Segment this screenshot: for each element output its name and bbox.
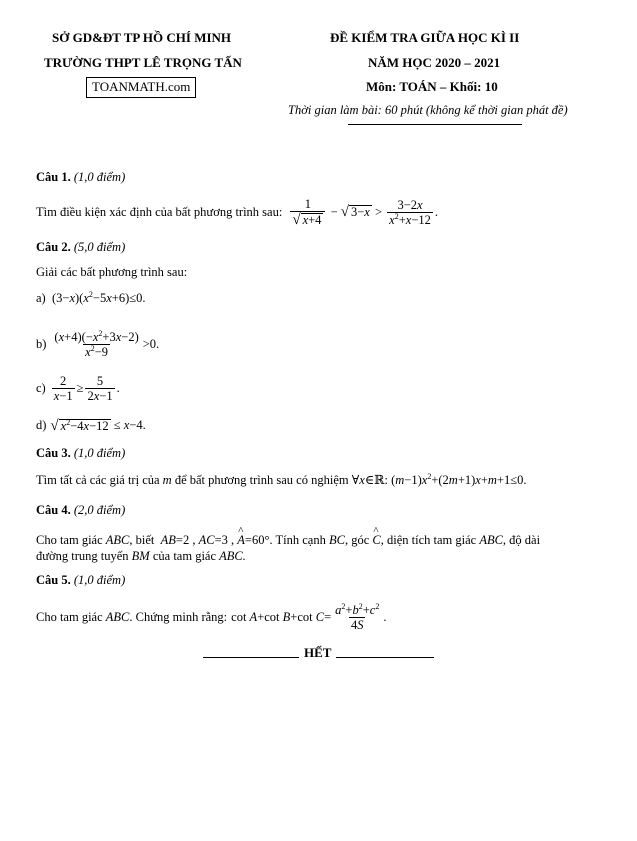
- q4-heading: [36, 503, 125, 518]
- q4-text-b: ABC: [105, 533, 130, 547]
- subject-grade: Môn: TOÁN – Khối: 10: [366, 79, 498, 94]
- q5-text-b: ABC: [105, 609, 130, 624]
- q2-part-b: [36, 324, 159, 364]
- q5-heading: [36, 573, 125, 588]
- q1-text: Tìm điều kiện xác định của bất phương trình sau:: [36, 204, 283, 219]
- q4-text-k: BM: [131, 549, 150, 563]
- q3-param: m: [162, 473, 172, 487]
- q4-text-i: , độ dài: [502, 533, 541, 547]
- q2-d-label: d): [36, 418, 47, 432]
- q4-points: (2,0 điểm): [73, 503, 126, 517]
- q4-label: Câu 4.: [36, 503, 71, 517]
- end-line-right: [336, 657, 434, 658]
- q4-text-h: ABC: [479, 533, 503, 547]
- q2-part-d: [36, 418, 146, 433]
- q3-body: [36, 472, 526, 488]
- q2-c-formula: $\frac{2}{x-1}$ ≥ $\frac{5}{2x-1}$ .: [53, 373, 120, 403]
- q4-text-d: . Tính cạnh: [269, 533, 326, 547]
- q4-givens: AB=2 , AC=3 , ^ A=60°: [158, 533, 270, 547]
- q5-text-a: Cho tam giác: [36, 609, 103, 624]
- q2-c-label: c): [36, 380, 46, 395]
- q3-formula: ∀x∈ℝ: $(m-1)x^2+(2m+1)x+m+1\le 0$.: [351, 471, 527, 487]
- q3-points: (1,0 điểm): [73, 446, 126, 460]
- q4-line1: [36, 533, 540, 548]
- q3-text-before: Tìm tất cả các giá trị của: [36, 473, 160, 487]
- q4-text-m: ABC.: [219, 549, 246, 563]
- q2-part-a: [36, 291, 145, 306]
- q2-a-label: a): [36, 291, 46, 305]
- q2-part-c: [36, 370, 120, 406]
- q2-a-formula: $(3-x)(x^2-5x+6)\le 0$.: [48, 289, 146, 305]
- q4-text-f: , góc: [344, 533, 370, 547]
- q4-text-e: BC: [328, 533, 345, 547]
- site-label: TOANMATH.com: [86, 77, 196, 98]
- exam-title: ĐỀ KIỂM TRA GIỮA HỌC KÌ II: [330, 30, 520, 45]
- q3-label: Câu 3.: [36, 446, 71, 460]
- school-name: TRƯỜNG THPT LÊ TRỌNG TẤN: [44, 55, 242, 70]
- q2-label: Câu 2.: [36, 240, 71, 254]
- q4-text-g: , diện tích tam giác: [380, 533, 477, 547]
- q2-d-formula: √ $x^2-4x-12$ ≤ x−4.: [50, 417, 146, 434]
- q1-body: [36, 192, 438, 232]
- header-divider: [348, 124, 522, 125]
- q4-text-a: Cho tam giác: [36, 533, 103, 547]
- q2-b-formula: $\frac{(x+4)(-x^2+3x-2)}{x^2-9}$ >0.: [54, 328, 160, 359]
- department-name: SỞ GD&ĐT TP HỒ CHÍ MINH: [52, 30, 232, 45]
- q3-text-after: để bất phương trình sau có nghiệm: [174, 473, 349, 487]
- q4-angle-c: ^ C: [372, 533, 380, 548]
- q5-label: Câu 5.: [36, 573, 71, 587]
- q3-heading: [36, 446, 125, 461]
- q2-points: (5,0 điểm): [73, 240, 126, 254]
- q1-heading: [36, 170, 125, 185]
- q1-points: (1,0 điểm): [73, 170, 126, 184]
- q2-heading: [36, 240, 125, 255]
- q4-line2: [36, 549, 246, 564]
- school-year: NĂM HỌC 2020 – 2021: [368, 55, 501, 70]
- q5-body: [36, 597, 386, 637]
- q4-text-l: của tam giác: [152, 549, 217, 563]
- q5-formula: cot A+cot B+cot C= $\frac{a^2+b^2+c^2}{4S}$ .: [231, 601, 387, 632]
- exam-duration: Thời gian làm bài: 60 phút (không kể thời gian phát đề): [288, 103, 568, 117]
- q1-label: Câu 1.: [36, 170, 71, 184]
- q1-formula: 1 √ x+4 − √ 3−x > $\frac{3-2x}{x^2+x-12}$ .: [292, 196, 439, 229]
- q4-text-j: đường trung tuyến: [36, 549, 129, 563]
- q5-text-c: . Chứng minh rằng:: [129, 609, 228, 624]
- q2-b-label: b): [36, 336, 47, 351]
- end-marker: HẾT: [304, 645, 332, 660]
- q5-points: (1,0 điểm): [73, 573, 126, 587]
- q2-intro: Giải các bất phương trình sau:: [36, 265, 188, 279]
- end-line-left: [203, 657, 299, 658]
- q4-text-c: , biết: [129, 533, 155, 547]
